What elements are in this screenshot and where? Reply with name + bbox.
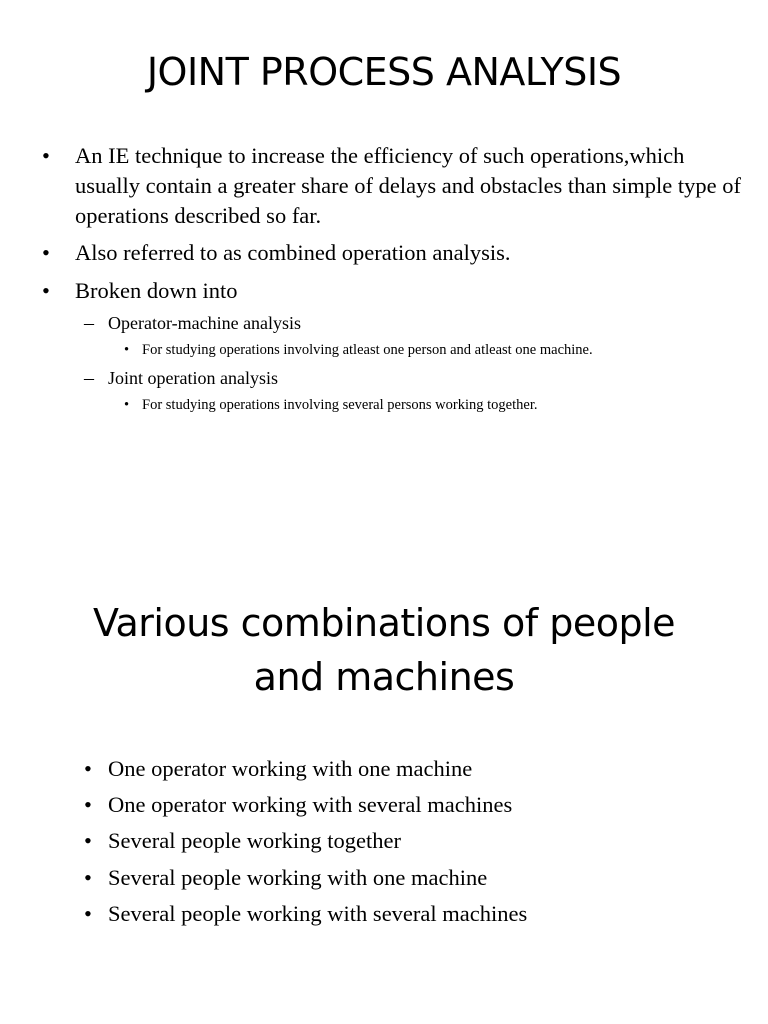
- combination-text: One operator working with several machines: [108, 792, 513, 817]
- combination-text: Several people working together: [108, 828, 402, 853]
- dash-marker: –: [84, 312, 94, 334]
- bullet-marker: •: [42, 143, 50, 168]
- combination-text: One operator working with one machine: [108, 756, 473, 781]
- detail-text: For studying operations involving atleast one person and atleast one machine.: [142, 342, 593, 358]
- combination-item: [84, 899, 734, 929]
- slide-2-title-line-2: and machines: [253, 655, 515, 699]
- dash-marker: –: [84, 367, 94, 389]
- slide-2-title-line-1: Various combinations of people: [92, 601, 676, 645]
- combination-text: Several people working with one machine: [108, 865, 488, 890]
- sub-item-label: Joint operation analysis: [108, 368, 278, 388]
- sub-item-label: Operator-machine analysis: [108, 313, 302, 333]
- slide-2-title: [0, 596, 768, 704]
- combination-item: [84, 754, 734, 784]
- combination-item: [84, 790, 734, 820]
- bullet-text: Also referred to as combined operation analysis.: [75, 240, 511, 265]
- bullet-ie-technique: [42, 141, 742, 231]
- bullet-text: Broken down into: [75, 278, 238, 303]
- detail-operator-machine: [124, 340, 744, 360]
- bullet-text: An IE technique to increase the efficiency of such operations,which usually contain a greater share of delays and obstacles than simple type of operations described so far.: [75, 143, 742, 228]
- bullet-marker: •: [84, 756, 92, 781]
- detail-joint-operation: [124, 395, 744, 415]
- bullet-marker: •: [84, 901, 92, 926]
- combination-item: [84, 826, 734, 856]
- bullet-broken-down: [42, 276, 742, 306]
- slide-combinations: [0, 512, 768, 1024]
- bullet-marker: •: [84, 828, 92, 853]
- combination-item: [84, 863, 734, 893]
- combination-text: Several people working with several machines: [108, 901, 528, 926]
- bullet-marker: •: [42, 278, 50, 303]
- bullet-marker: •: [124, 397, 130, 413]
- bullet-marker: •: [42, 240, 50, 265]
- bullet-combined-operation: [42, 238, 742, 268]
- bullet-marker: •: [84, 865, 92, 890]
- bullet-marker: •: [124, 342, 130, 358]
- detail-text: For studying operations involving several persons working together.: [142, 397, 538, 413]
- sub-item-operator-machine: [84, 311, 734, 335]
- bullet-marker: •: [84, 792, 92, 817]
- sub-item-joint-operation: [84, 366, 734, 390]
- slide-1-title: JOINT PROCESS ANALYSIS: [146, 50, 622, 94]
